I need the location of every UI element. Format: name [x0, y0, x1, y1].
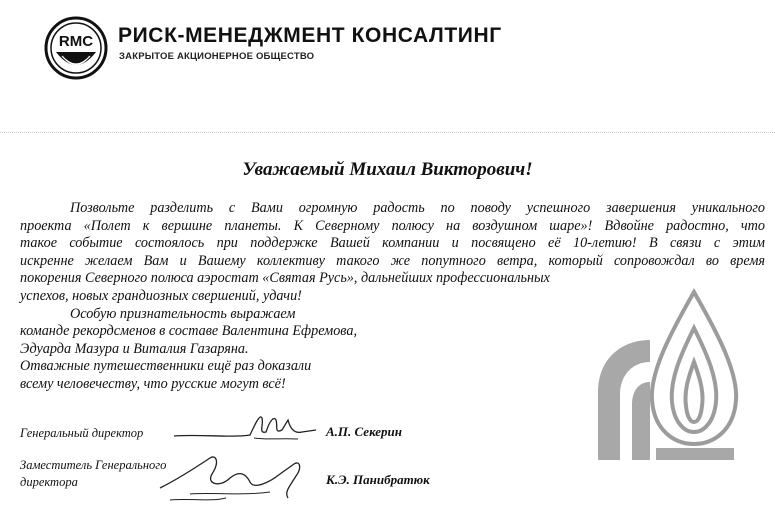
signatory-1-name: А.П. Секерин — [326, 424, 402, 439]
gas-flame-emblem — [590, 282, 755, 482]
rmc-logo — [44, 16, 108, 80]
paragraph1-line: проекта «Полет к вершине планеты. К Северному полюсу на воздушном шаре»! Вдвойне радостно, что — [20, 217, 765, 234]
signatory-2-name: К.Э. Панибратюк — [326, 472, 430, 487]
signatory-2-title: Заместитель Генерального — [20, 458, 167, 472]
signatory-1-title: Генеральный директор — [20, 426, 144, 440]
paragraph1-line: Позвольте разделить с Вами огромную радость по поводу успешного завершения уникального — [70, 200, 765, 216]
signatory-2-title-cont: директора — [20, 475, 78, 489]
signature-1 — [170, 408, 320, 448]
paragraph2-line: Отважные путешественники ещё раз доказали — [20, 358, 312, 375]
company-subtitle: ЗАКРЫТОЕ АКЦИОНЕРНОЕ ОБЩЕСТВО — [119, 51, 315, 62]
paragraph2-line: Эдуарда Мазура и Виталия Газаряна. — [20, 340, 249, 357]
paragraph2-line: Особую признательность выражаем — [70, 305, 296, 322]
company-name: РИСК-МЕНЕДЖМЕНТ КОНСАЛТИНГ — [118, 24, 502, 47]
paragraph2-line: всему человечеству, что русские могут всё! — [20, 375, 286, 392]
paragraph1-line: успехов, новых грандиозных свершений, удачи! — [20, 287, 302, 304]
paragraph1-line: искренне желаем Вам и Вашему коллективу такого же попутного ветра, который сопровождал во время — [20, 252, 765, 269]
salutation: Уважаемый Михаил Викторович! — [242, 159, 533, 180]
paragraph1-line: такое событие состоялось при поддержке Вашей компании и посвящено её 10-летию! В связи с этим — [20, 235, 765, 252]
header-divider — [0, 132, 775, 133]
logo-text: RMC — [58, 33, 94, 50]
paragraph1-line: покорения Северного полюса аэростат «Святая Русь», дальнейших профессиональных — [20, 270, 550, 287]
signature-2 — [150, 448, 315, 506]
paragraph2-line: команде рекордсменов в составе Валентина Ефремова, — [20, 323, 358, 340]
